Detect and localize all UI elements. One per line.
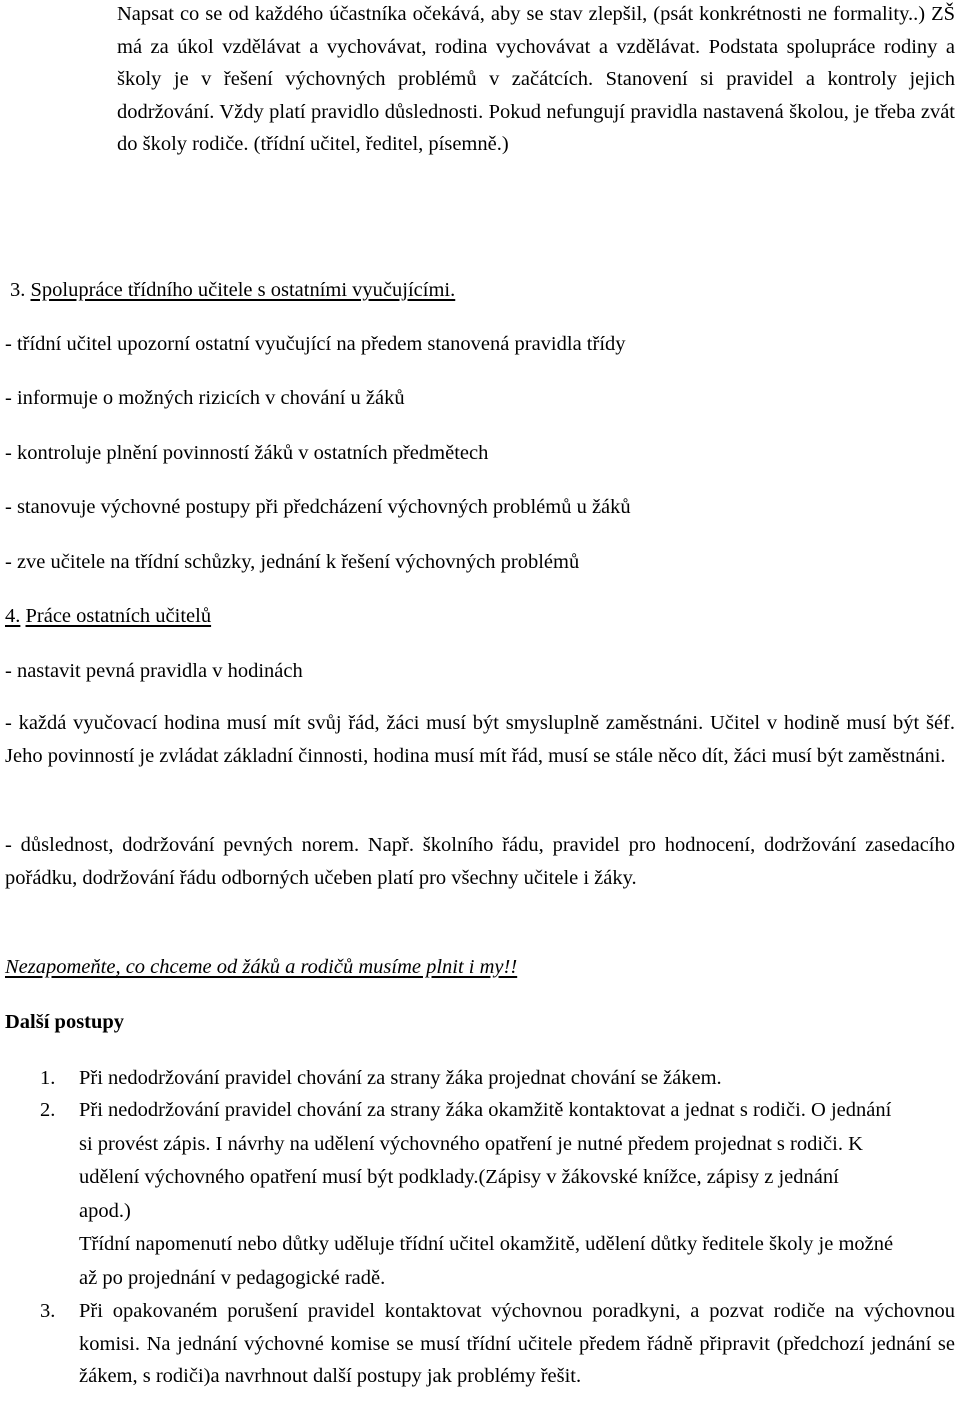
list-item-number: 3. [40, 1300, 56, 1322]
section-4-item: - každá vyučovací hodina musí mít svůj řád, žáci musí být smysluplně zaměstnáni. Učitel v hodině musí být šéf. Jeho povinností je zvládat základní činnosti, hodina musí mít řád, musí se stále něco dít, žáci musí být zaměstnáni. [5, 712, 955, 767]
section-3-bullet: - informuje o možných rizicích v chování u žáků [5, 387, 405, 409]
section-4-number: 4. [5, 605, 21, 627]
list-item-note: Třídní napomenutí nebo důtky uděluje třídní učitel okamžitě, udělení důtky ředitele školy je možné až po projednání v pedagogické radě. [79, 1233, 894, 1289]
section-4-heading [5, 600, 211, 632]
section-3-title: Spolupráce třídního učitele s ostatními vyučujícími. [30, 279, 456, 301]
list-item-number: 2. [40, 1099, 56, 1121]
list-item-text: Při nedodržování pravidel chování za strany žáka projednat chování se žákem. [79, 1067, 722, 1089]
reminder-text: Nezapomeňte, co chceme od žáků a rodičů musíme plnit i my!! [5, 956, 518, 978]
section-3-bullet: - kontroluje plnění povinností žáků v ostatních předmětech [5, 442, 489, 464]
section-4-item: - nastavit pevná pravidla v hodinách [5, 660, 303, 682]
next-steps-heading: Další postupy [5, 1011, 125, 1033]
list-item [40, 1295, 955, 1393]
list-item [40, 1094, 955, 1295]
list-item-number: 1. [40, 1067, 56, 1089]
section-3-bullet: - zve učitele na třídní schůzky, jednání k řešení výchovných problémů [5, 551, 580, 573]
list-item-text: Při nedodržování pravidel chování za strany žáka okamžitě kontaktovat a jednat s rodiči. O jednání si provést zápis. I návrhy na udělení výchovného opatření je nutné předem projednat s rodiči. K udělení výchovného opatření musí být podklady.(Zápisy v žákovské knížce, zápisy z jednání apod.) [79, 1099, 892, 1222]
section-4-item: - důslednost, dodržování pevných norem. Např. školního řádu, pravidel pro hodnocení, dodržování zasedacího pořádku, dodržování řádu odborných učeben platí pro všechny učitele i žáky. [5, 834, 955, 889]
next-steps-list [40, 1062, 955, 1393]
intro-paragraph: Napsat co se od každého účastníka očekává, aby se stav zlepšil, (psát konkrétnosti ne formality..) ZŠ má za úkol vzdělávat a vychovávat, rodina vychovávat a vzdělávat. Podstata spolupráce rodiny a školy je v řešení výchovných problémů v začátcích. Stanovení si pravidel a kontroly jejich dodržování. Vždy platí pravidlo důslednosti. Pokud nefungují pravidla nastavená školou, je třeba zvát do školy rodiče. (třídní učitel, ředitel, písemně.) [117, 3, 955, 156]
list-item [40, 1062, 955, 1094]
section-4-title: Práce ostatních učitelů [25, 605, 212, 627]
section-3-number: 3. [10, 279, 26, 301]
section-3-bullet: - třídní učitel upozorní ostatní vyučující na předem stanovená pravidla třídy [5, 333, 626, 355]
list-item-text: Při opakovaném porušení pravidel kontaktovat výchovnou poradkyni, a pozvat rodiče na výchovnou komisi. Na jednání výchovné komise se musí třídní učitele předem řádně připravit (předchozí jednání se žákem, s rodiči)a navrhnout další postupy jak problémy řešit. [79, 1300, 955, 1387]
section-3-heading [10, 274, 455, 306]
section-3-bullet: - stanovuje výchovné postupy při předcházení výchovných problémů u žáků [5, 496, 631, 518]
